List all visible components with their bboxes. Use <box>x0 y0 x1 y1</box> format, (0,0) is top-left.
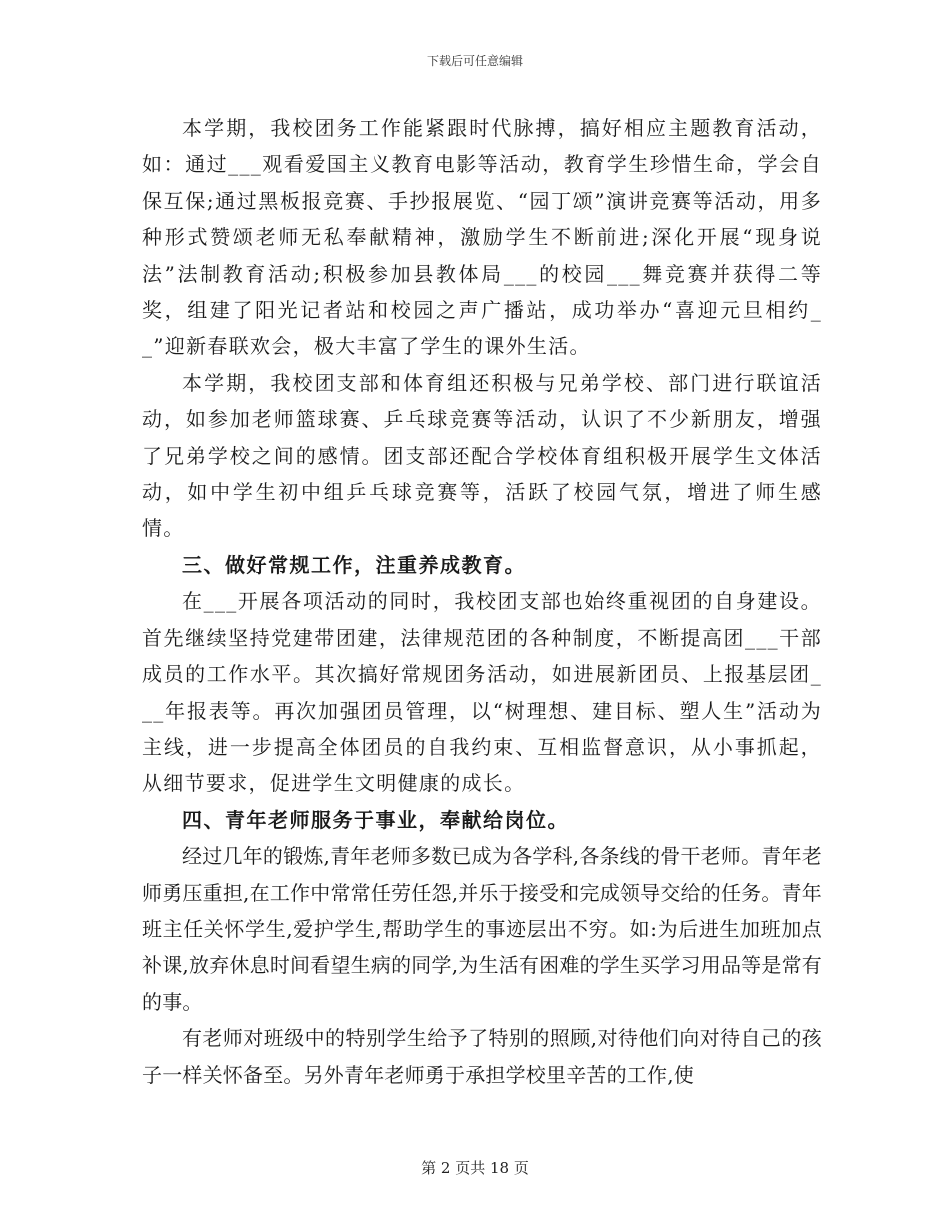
section-heading-young-teachers: 四、青年老师服务于事业，奉献给岗位。 <box>182 807 569 832</box>
paragraph-young-teachers-backbone: 经过几年的锻炼,青年老师多数已成为各学科,各条线的骨干老师。青年老师勇压重担,在工作中常常任劳任怨,并乐于接受和完成领导交给的任务。青年班主任关怀学生,爱护学生,帮助学生的事迹层出不穷。如:为后进生加班加点补课,放弃休息时间看望生病的同学,为生活有困难的学生买学习用品等是常有的事。 <box>142 844 822 1014</box>
document-body <box>142 110 822 1093</box>
page-header: 下载后可任意编辑 <box>426 54 523 68</box>
paragraph-self-construction: 在___开展各项活动的同时，我校团支部也始终重视团的自身建设。首先继续坚持党建带团建，法律规范团的各种制度，不断提高团___干部成员的工作水平。其次搞好常规团务活动，如进展新团员、上报基层团___年报表等。再次加强团员管理，以“树理想、建目标、塑人生”活动为主线，进一步提高全体团员的自我约束、互相监督意识，从小事抓起，从细节要求，促进学生文明健康的成长。 <box>142 589 822 796</box>
section-heading-routine-work: 三、做好常规工作，注重养成教育。 <box>182 552 526 577</box>
paragraph-friendship-activities: 本学期，我校团支部和体育组还积极与兄弟学校、部门进行联谊活动，如参加老师篮球赛、乒乓球竞赛等活动，认识了不少新朋友，增强了兄弟学校之间的感情。团支部还配合学校体育组积极开展学生文体活动，如中学生初中组乒乓球竞赛等，活跃了校园气氛，增进了师生感情。 <box>142 370 822 541</box>
paragraph-special-care: 有老师对班级中的特别学生给予了特别的照顾,对待他们向对待自己的孩子一样关怀备至。另外青年老师勇于承担学校里辛苦的工作,使 <box>142 1026 822 1087</box>
paragraph-theme-education: 本学期，我校团务工作能紧跟时代脉搏，搞好相应主题教育活动，如：通过___观看爱国主义教育电影等活动，教育学生珍惜生命，学会自保互保;通过黑板报竞赛、手抄报展览、“园丁颂”演讲竞赛等活动，用多种形式赞颂老师无私奉献精神，激励学生不断前进;深化开展“现身说法”法制教育活动;积极参加县教体局___的校园___舞竞赛并获得二等奖，组建了阳光记者站和校园之声广播站，成功举办“喜迎元旦相约__”迎新春联欢会，极大丰富了学生的课外生活。 <box>142 116 822 359</box>
page-number-footer: 第 2 页共 18 页 <box>421 1159 529 1177</box>
